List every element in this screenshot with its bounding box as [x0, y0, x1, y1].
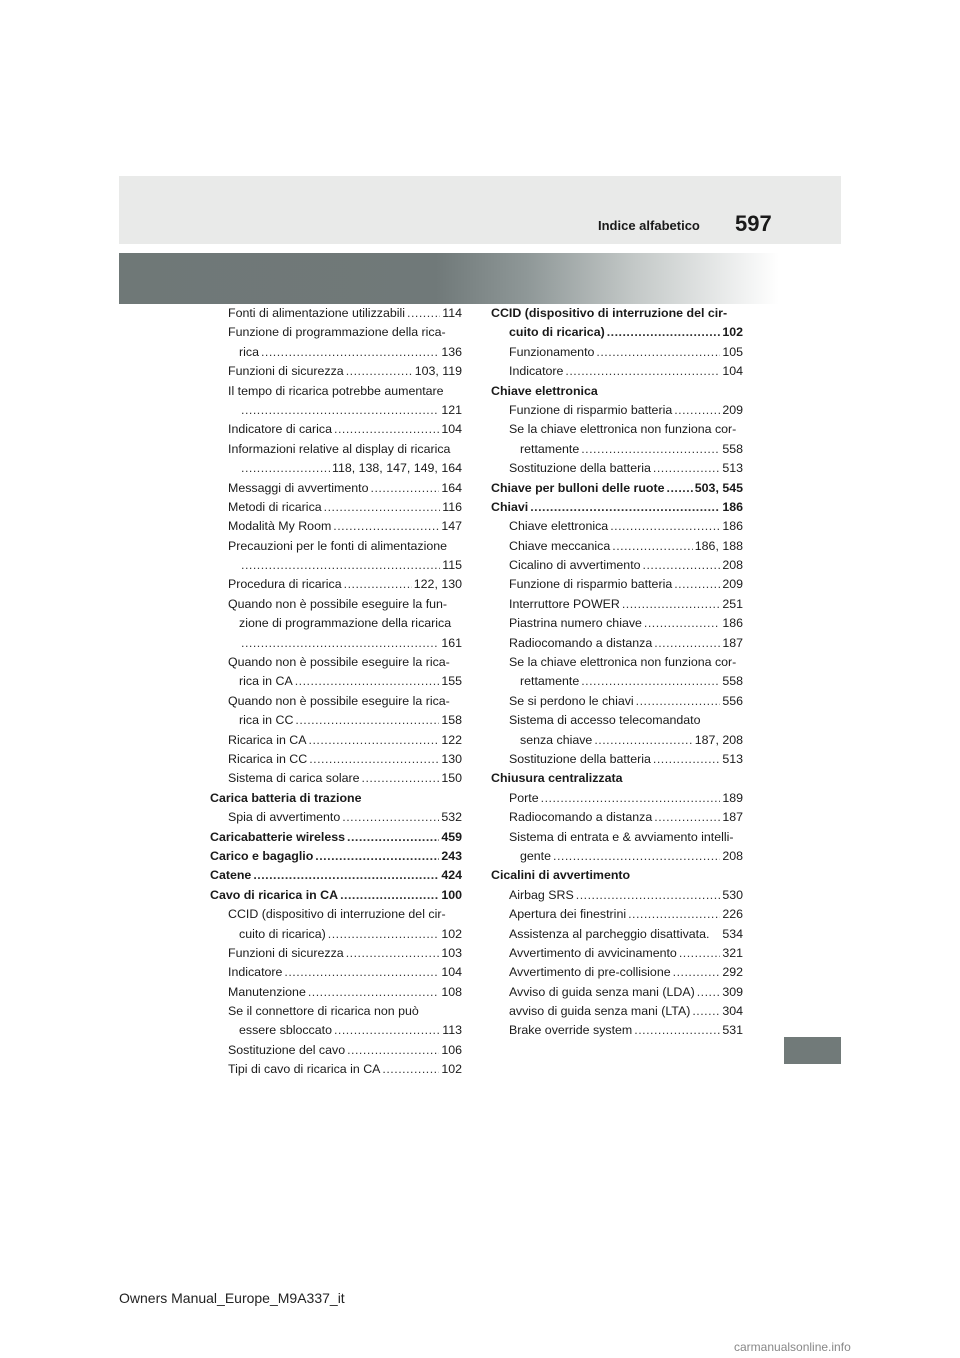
index-entry [210, 1021, 462, 1040]
index-entry [491, 905, 743, 924]
index-entry-page: 424 [441, 868, 462, 883]
leader-dots [541, 789, 721, 808]
leader-dots [673, 963, 721, 982]
index-entry [210, 731, 462, 750]
index-entry-text: Indicatore [228, 965, 283, 980]
index-entry-page: 150 [441, 771, 462, 786]
leader-dots [644, 614, 720, 633]
index-entry [491, 847, 743, 866]
index-entry [210, 963, 462, 982]
index-entry-text: Sistema di accesso telecomandato [509, 713, 701, 728]
index-entry-text: rica [239, 344, 259, 359]
index-entry-page: 147 [441, 519, 462, 534]
leader-dots [309, 750, 439, 769]
leader-dots [634, 1021, 720, 1040]
leader-dots [241, 634, 439, 653]
index-entry-text: Chiusura centralizzata [491, 771, 623, 786]
index-entry-text: Chiave elettronica [491, 383, 598, 398]
leader-dots [643, 556, 721, 575]
index-entry-page: 100 [441, 887, 462, 902]
index-entry [491, 925, 743, 944]
header-gradient-bar [119, 253, 779, 304]
index-entry-page: 187 [722, 810, 743, 825]
leader-dots [596, 343, 720, 362]
index-entry-page: 321 [722, 945, 743, 960]
index-entry-text: Carica batteria di trazione [210, 790, 362, 805]
index-entry-page: 558 [722, 674, 743, 689]
index-entry [210, 847, 462, 866]
index-entry-page: 102 [441, 1062, 462, 1077]
watermark: carmanualsonline.info [734, 1340, 851, 1354]
index-entry-text: Avvertimento di avvicinamento [509, 945, 677, 960]
leader-dots [612, 537, 693, 556]
index-entry [491, 420, 743, 439]
index-entry [491, 323, 743, 342]
index-entry-text: Piastrina numero chiave [509, 616, 642, 631]
index-entry-text: zione di programmazione della ricarica [239, 616, 452, 631]
index-entry [210, 789, 462, 808]
index-entry-page: 530 [722, 887, 743, 902]
index-entry-page: 114 [442, 306, 462, 320]
index-entry-text: essere sbloccato [239, 1023, 332, 1038]
index-entry [491, 440, 743, 459]
index-entry-text: CCID (dispositivo di interruzione del cir- [491, 306, 728, 320]
leader-dots [407, 304, 440, 323]
index-entry-text: Metodi di ricarica [228, 499, 322, 514]
index-entry [210, 944, 462, 963]
index-entry [210, 556, 462, 575]
index-entry-page: 187, 208 [694, 732, 743, 747]
index-entry-page: 103 [441, 945, 462, 960]
index-entry-text: Funzione di programmazione della rica- [228, 325, 446, 340]
index-entry-text: Radiocomando a distanza [509, 810, 653, 825]
index-entry-text: gente [520, 848, 552, 863]
index-entry-text: Cicalini di avvertimento [491, 868, 631, 883]
leader-dots [241, 556, 440, 575]
leader-dots [333, 517, 439, 536]
index-entry [210, 808, 462, 827]
index-entry-text: Funzioni di sicurezza [228, 364, 344, 379]
index-entry [491, 731, 743, 750]
index-entry-text: Porte [509, 790, 539, 805]
leader-dots [241, 459, 330, 478]
index-entry-page: 104 [722, 364, 743, 379]
index-entry-text: Precauzioni per le fonti di alimentazione [228, 538, 448, 553]
leader-dots [653, 750, 720, 769]
index-entry-text: rettamente [520, 441, 580, 456]
index-entry-page: 558 [722, 441, 743, 456]
index-entry-page: 189 [722, 790, 743, 805]
index-entry [491, 866, 743, 885]
index-entry-text: Chiavi [491, 499, 529, 514]
index-entry-page: 534 [722, 926, 743, 941]
index-entry-page: 106 [441, 1042, 462, 1057]
leader-dots [340, 886, 439, 905]
index-entry-text: Quando non è possibile eseguire la rica- [228, 655, 450, 670]
leader-dots [628, 905, 720, 924]
leader-dots [328, 925, 440, 944]
index-entry [210, 653, 462, 672]
leader-dots [674, 401, 720, 420]
index-entry [210, 575, 462, 594]
index-entry [491, 653, 743, 672]
index-entry-separator: . [706, 926, 710, 941]
index-column-left [210, 304, 462, 1080]
index-entry [210, 614, 462, 633]
index-entry [491, 672, 743, 691]
index-entry-page: 208 [722, 848, 743, 863]
index-entry [491, 886, 743, 905]
index-entry [491, 595, 743, 614]
index-entry-text: Airbag SRS [509, 887, 574, 902]
leader-dots [654, 634, 720, 653]
index-entry [210, 498, 462, 517]
index-entry [210, 1002, 462, 1021]
index-entry [491, 537, 743, 556]
index-entry [491, 401, 743, 420]
leader-dots [334, 420, 439, 439]
leader-dots [324, 498, 441, 517]
index-entry [491, 789, 743, 808]
index-entry-page: 102 [722, 325, 743, 340]
index-entry [210, 517, 462, 536]
index-entry [491, 575, 743, 594]
leader-dots [679, 944, 721, 963]
index-entry [491, 808, 743, 827]
index-entry [210, 711, 462, 730]
index-entry-page: 161 [441, 635, 462, 650]
index-entry-page: 155 [441, 674, 462, 689]
index-entry-text: Interruttore POWER [509, 596, 620, 611]
index-entry-page: 116 [442, 499, 462, 514]
index-entry-text: Chiave elettronica [509, 519, 609, 534]
leader-dots [530, 498, 720, 517]
index-entry [210, 304, 462, 323]
index-entry-text: Funzione di risparmio batteria [509, 402, 673, 417]
index-column-right [491, 304, 743, 1041]
leader-dots [346, 944, 440, 963]
index-entry-page: 208 [722, 558, 743, 573]
index-entry [210, 925, 462, 944]
chapter-tab [784, 1037, 841, 1064]
index-entry-page: 186 [722, 519, 743, 534]
leader-dots [253, 866, 439, 885]
index-entry [491, 828, 743, 847]
index-entry-text: Funzionamento [509, 344, 595, 359]
index-entry-page: 130 [441, 751, 462, 766]
leader-dots [636, 692, 721, 711]
index-entry-text: Caricabatterie wireless [210, 829, 345, 844]
index-entry [491, 983, 743, 1002]
index-entry [491, 750, 743, 769]
index-entry-text: Sostituzione del cavo [228, 1042, 346, 1057]
index-entry-page: 209 [722, 577, 743, 592]
index-entry [210, 362, 462, 381]
leader-dots [347, 1041, 439, 1060]
leader-dots [309, 731, 440, 750]
index-entry-text: Se il connettore di ricarica non può [228, 1004, 419, 1019]
index-entry [210, 323, 462, 342]
index-entry [210, 537, 462, 556]
index-entry [491, 769, 743, 788]
index-entry-text: Avviso di guida senza mani (LDA) [509, 984, 695, 999]
index-entry-text: Sistema di carica solare [228, 771, 360, 786]
index-entry-text: Messaggi di avvertimento [228, 480, 369, 495]
index-entry-page: 121 [441, 402, 462, 417]
leader-dots [342, 808, 439, 827]
section-title: Indice alfabetico [598, 218, 700, 233]
index-entry-text: Manutenzione [228, 984, 306, 999]
leader-dots [607, 323, 721, 342]
index-entry-page: 186 [722, 499, 743, 514]
index-entry [210, 440, 462, 459]
index-entry-page: 186 [722, 616, 743, 631]
index-entry-page: 118, 138, 147, 149, 164 [332, 461, 462, 476]
index-entry [491, 692, 743, 711]
leader-dots [581, 672, 720, 691]
index-entry [210, 382, 462, 401]
index-entry-page: 122 [441, 732, 462, 747]
leader-dots [346, 362, 413, 381]
index-entry-text: cuito di ricarica) [509, 325, 605, 340]
index-entry [210, 420, 462, 439]
index-entry [491, 1021, 743, 1040]
index-entry-page: 115 [442, 558, 462, 573]
index-entry-page: 513 [722, 751, 743, 766]
leader-dots [565, 362, 720, 381]
index-entry [210, 769, 462, 788]
index-entry-text: Avvertimento di pre-collisione [509, 965, 671, 980]
index-entry-text: rica in CA [239, 674, 293, 689]
leader-dots [622, 595, 720, 614]
header-band [119, 176, 841, 244]
index-entry [491, 362, 743, 381]
index-entry-text: rica in CC [239, 713, 294, 728]
index-entry-page: 531 [722, 1023, 743, 1038]
leader-dots [594, 731, 692, 750]
index-entry-page: 187 [722, 635, 743, 650]
index-entry-page: 102 [441, 926, 462, 941]
leader-dots [295, 672, 440, 691]
index-entry-page: 503, 545 [694, 480, 743, 495]
index-entry-text: Spia di avvertimento [228, 810, 341, 825]
index-entry [491, 944, 743, 963]
index-entry-page: 513 [722, 461, 743, 476]
index-entry-page: 459 [441, 829, 462, 844]
index-entry-text: Sostituzione della batteria [509, 461, 651, 476]
index-entry [491, 634, 743, 653]
index-entry [491, 382, 743, 401]
index-entry-text: Catene [210, 868, 252, 883]
leader-dots [344, 575, 412, 594]
leader-dots [653, 459, 720, 478]
index-entry-page: 158 [441, 713, 462, 728]
index-entry [210, 692, 462, 711]
index-entry-text: Tipi di cavo di ricarica in CA [228, 1062, 381, 1077]
index-entry [491, 479, 743, 498]
leader-dots [315, 847, 439, 866]
leader-dots [553, 847, 720, 866]
index-entry-page: 103, 119 [414, 364, 462, 379]
index-entry [210, 479, 462, 498]
index-entry-page: 136 [441, 344, 462, 359]
index-entry-text: Funzioni di sicurezza [228, 945, 344, 960]
leader-dots [347, 828, 439, 847]
index-entry [491, 556, 743, 575]
index-entry-text: avviso di guida senza mani (LTA) [509, 1004, 691, 1019]
index-entry-text: Ricarica in CA [228, 732, 307, 747]
index-entry-text: cuito di ricarica) [239, 926, 326, 941]
index-entry-text: Chiave meccanica [509, 538, 611, 553]
index-entry-text: Chiave per bulloni delle ruote [491, 480, 665, 495]
index-entry-text: Cavo di ricarica in CA [210, 887, 339, 902]
index-entry-page: 164 [441, 480, 462, 495]
index-entry-text: Funzione di risparmio batteria [509, 577, 673, 592]
leader-dots [581, 440, 720, 459]
leader-dots [371, 479, 440, 498]
index-entry [210, 634, 462, 653]
index-entry-page: 108 [441, 984, 462, 999]
leader-dots [295, 711, 439, 730]
manual-name-footer: Owners Manual_Europe_M9A337_it [119, 1290, 345, 1306]
leader-dots [284, 963, 439, 982]
leader-dots [261, 343, 439, 362]
leader-dots [674, 575, 720, 594]
index-entry [210, 401, 462, 420]
index-entry-text: Indicatore di carica [228, 422, 332, 437]
leader-dots [697, 983, 721, 1002]
index-entry [210, 828, 462, 847]
index-entry-text: Il tempo di ricarica potrebbe aumentare [228, 383, 444, 398]
index-entry-text: Modalità My Room [228, 519, 332, 534]
index-entry [210, 886, 462, 905]
index-entry-page: 186, 188 [694, 538, 743, 553]
index-entry-text: rettamente [520, 674, 580, 689]
index-entry-page: 292 [722, 965, 743, 980]
index-entry-text: Carico e bagaglio [210, 848, 314, 863]
index-entry-text: Se la chiave elettronica non funziona cor- [509, 655, 737, 670]
leader-dots [382, 1060, 439, 1079]
index-entry-page: 105 [722, 344, 743, 359]
index-entry [491, 343, 743, 362]
index-entry-text: Radiocomando a distanza [509, 635, 653, 650]
index-entry [210, 750, 462, 769]
index-entry [491, 517, 743, 536]
index-entry-text: Quando non è possibile eseguire la rica- [228, 693, 450, 708]
index-entry [210, 672, 462, 691]
index-entry-text: Procedura di ricarica [228, 577, 342, 592]
index-entry-text: Informazioni relative al display di ricarica [228, 441, 451, 456]
leader-dots [308, 983, 439, 1002]
index-entry [491, 963, 743, 982]
index-entry [210, 459, 462, 478]
index-entry-page: 556 [722, 693, 743, 708]
index-entry [210, 983, 462, 1002]
index-entry-text: Sostituzione della batteria [509, 751, 651, 766]
index-entry-text: Assistenza al parcheggio disattivata [509, 926, 706, 941]
leader-dots [654, 808, 720, 827]
index-entry-page: 104 [441, 965, 462, 980]
index-entry-text: Fonti di alimentazione utilizzabili [228, 306, 405, 320]
index-entry-page: 532 [441, 810, 462, 825]
index-entry [491, 1002, 743, 1021]
index-entry-text: senza chiave [520, 732, 593, 747]
index-entry-page: 104 [441, 422, 462, 437]
index-entry-text: Cicalino di avvertimento [509, 558, 641, 573]
index-entry-page: 243 [441, 848, 462, 863]
index-entry-text: Se la chiave elettronica non funziona cor- [509, 422, 737, 437]
index-entry [491, 459, 743, 478]
index-entry-text: Quando non è possibile eseguire la fun- [228, 596, 448, 611]
leader-dots [241, 401, 439, 420]
index-entry-text: Apertura dei finestrini [509, 907, 627, 922]
index-entry [210, 595, 462, 614]
leader-dots [692, 1002, 720, 1021]
index-entry [491, 614, 743, 633]
index-entry-text: Ricarica in CC [228, 751, 308, 766]
index-entry [491, 304, 743, 323]
leader-dots [362, 769, 440, 788]
index-entry-text: Indicatore [509, 364, 564, 379]
index-entry [491, 711, 743, 730]
index-entry-text: Se si perdono le chiavi [509, 693, 634, 708]
index-entry [210, 343, 462, 362]
index-entry-page: 304 [722, 1004, 743, 1019]
index-entry-text: CCID (dispositivo di interruzione del cir- [228, 907, 446, 922]
leader-dots [576, 886, 721, 905]
index-entry-page: 122, 130 [413, 577, 462, 592]
index-entry [491, 498, 743, 517]
index-entry [210, 1041, 462, 1060]
index-entry-page: 309 [722, 984, 743, 999]
index-entry [210, 866, 462, 885]
page-number: 597 [735, 211, 772, 236]
index-entry [210, 1060, 462, 1079]
index-entry-text: Brake override system [509, 1023, 633, 1038]
index-entry-text: Sistema di entrata e & avviamento intelli- [509, 829, 734, 844]
index-entry [210, 905, 462, 924]
index-entry-page: 251 [722, 596, 743, 611]
leader-dots [334, 1021, 440, 1040]
leader-dots [667, 479, 693, 498]
leader-dots [610, 517, 720, 536]
index-entry-page: 113 [442, 1023, 462, 1038]
index-entry-page: 209 [722, 402, 743, 417]
index-entry-page: 226 [722, 907, 743, 922]
